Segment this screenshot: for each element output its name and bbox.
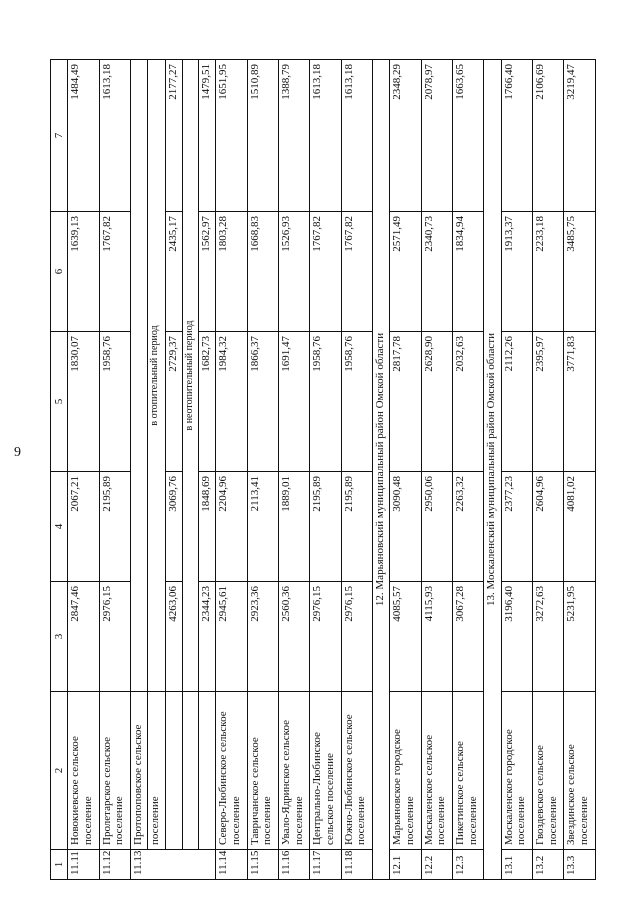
tariff-value: 1484,49 [68, 60, 99, 212]
empty-cell [199, 692, 216, 850]
section-header-row [373, 60, 390, 880]
header-cell: 7 [51, 60, 68, 212]
tariff-value: 2847,46 [68, 582, 99, 692]
row-code: 11.13 [131, 850, 216, 880]
tariff-value: 2106,69 [533, 60, 564, 212]
tariff-value: 2435,17 [165, 212, 182, 332]
settlement-name: Марьяновское городское поселение [390, 692, 421, 850]
tariff-value: 2395,97 [533, 332, 564, 472]
tariff-value: 2195,89 [99, 472, 130, 582]
settlement-name: Центрально-Любинское сельское поселение [310, 692, 341, 850]
tariff-value: 2976,15 [341, 582, 372, 692]
tariff-value: 1984,32 [216, 332, 247, 472]
tariff-value: 3067,28 [453, 582, 484, 692]
tariff-value: 2817,78 [390, 332, 421, 472]
settlement-name: Гвоздевское сельское поселение [533, 692, 564, 850]
tariff-value: 2195,89 [310, 472, 341, 582]
tariff-value: 2263,32 [453, 472, 484, 582]
table-row [216, 60, 247, 880]
section-title: 13. Москаленский муниципальный район Омской области [484, 60, 501, 880]
header-cell: 1 [51, 850, 68, 880]
settlement-name: Протопоповское сельское [131, 692, 148, 850]
table-row [533, 60, 564, 880]
tariff-value: 1803,28 [216, 212, 247, 332]
table-row [99, 60, 130, 880]
tariff-value: 3090,48 [390, 472, 421, 582]
period-label: в отопительный период [148, 60, 165, 692]
tariff-value: 3069,76 [165, 472, 182, 582]
empty-cell [165, 692, 182, 850]
table-row [165, 60, 182, 880]
rotated-table-container [50, 60, 596, 880]
header-cell: 4 [51, 472, 68, 582]
tariff-value: 1613,18 [99, 60, 130, 212]
header-cell: 3 [51, 582, 68, 692]
table-row [247, 60, 278, 880]
tariff-value: 2177,27 [165, 60, 182, 212]
settlement-name: Москаленское сельское поселение [421, 692, 452, 850]
table-row [390, 60, 421, 880]
header-cell: 6 [51, 212, 68, 332]
tariff-value: 1668,83 [247, 212, 278, 332]
tariff-value: 1834,94 [453, 212, 484, 332]
tariff-value: 1958,76 [341, 332, 372, 472]
tariff-value: 2340,73 [421, 212, 452, 332]
row-code: 12.1 [390, 850, 421, 880]
table-row [421, 60, 452, 880]
tariff-value: 1479,51 [199, 60, 216, 212]
tariff-value: 3196,40 [501, 582, 532, 692]
settlement-name: Южно-Любинское сельское поселение [341, 692, 372, 850]
tariff-value: 2344,23 [199, 582, 216, 692]
tariff-value: 4115,93 [421, 582, 452, 692]
tariff-value: 1651,95 [216, 60, 247, 212]
row-code: 11.12 [99, 850, 130, 880]
tariff-value: 2067,21 [68, 472, 99, 582]
tariff-value: 1510,89 [247, 60, 278, 212]
settlement-name: Северо-Любинское сельское поселение [216, 692, 247, 850]
tariff-value: 2950,06 [421, 472, 452, 582]
row-code: 13.2 [533, 850, 564, 880]
tariff-value: 3485,75 [564, 212, 596, 332]
table-row [310, 60, 341, 880]
tariff-value: 2628,90 [421, 332, 452, 472]
tariff-value: 1526,93 [279, 212, 310, 332]
tariff-value: 2377,23 [501, 472, 532, 582]
tariff-value: 2233,18 [533, 212, 564, 332]
tariff-value: 1613,18 [310, 60, 341, 212]
tariff-value: 4081,02 [564, 472, 596, 582]
tariff-value: 1767,82 [341, 212, 372, 332]
table-row [453, 60, 484, 880]
section-title: 12. Марьяновский муниципальный район Омской области [373, 60, 390, 880]
tariff-value: 1639,13 [68, 212, 99, 332]
tariff-value: 2195,89 [341, 472, 372, 582]
table-row [501, 60, 532, 880]
settlement-name: Тавричанское сельское поселение [247, 692, 278, 850]
settlement-name: Москаленское городское поселение [501, 692, 532, 850]
page-number: 9 [14, 445, 21, 460]
table-row [279, 60, 310, 880]
tariff-value: 3771,83 [564, 332, 596, 472]
tariff-value: 1682,73 [199, 332, 216, 472]
tariff-value: 2078,97 [421, 60, 452, 212]
tariff-value: 2571,49 [390, 212, 421, 332]
period-row [183, 60, 199, 880]
tariff-value: 3272,63 [533, 582, 564, 692]
tariff-value: 2032,63 [453, 332, 484, 472]
header-cell: 2 [51, 692, 68, 850]
tariff-value: 4263,06 [165, 582, 182, 692]
period-label: в неотопительный период [183, 60, 199, 692]
header-cell: 5 [51, 332, 68, 472]
tariff-value: 1866,37 [247, 332, 278, 472]
tariff-value: 1767,82 [310, 212, 341, 332]
row-code: 12.3 [453, 850, 484, 880]
tariff-value: 5231,95 [564, 582, 596, 692]
tariff-value: 2348,29 [390, 60, 421, 212]
section-header-row [484, 60, 501, 880]
tariff-value: 1562,97 [199, 212, 216, 332]
settlement-name: Пролетарское сельское поселение [99, 692, 130, 850]
tariff-value: 1613,18 [341, 60, 372, 212]
tariff-value: 1767,82 [99, 212, 130, 332]
row-code: 11.16 [279, 850, 310, 880]
empty-cell [131, 60, 148, 692]
settlement-name: Звездинское сельское поселение [564, 692, 596, 850]
tariff-value: 1766,40 [501, 60, 532, 212]
tariff-value: 2560,36 [279, 582, 310, 692]
row-code: 13.3 [564, 850, 596, 880]
tariff-value: 1663,65 [453, 60, 484, 212]
tariff-value: 1388,79 [279, 60, 310, 212]
tariff-value: 1830,07 [68, 332, 99, 472]
tariff-value: 2976,15 [99, 582, 130, 692]
row-code: 12.2 [421, 850, 452, 880]
settlement-name: Новокиевское сельское поселение [68, 692, 99, 850]
row-code: 11.18 [341, 850, 372, 880]
tariff-value: 2112,26 [501, 332, 532, 472]
table-row [341, 60, 372, 880]
row-code: 11.15 [247, 850, 278, 880]
row-code: 13.1 [501, 850, 532, 880]
tariff-value: 1848,69 [199, 472, 216, 582]
tariff-table-body [51, 60, 596, 880]
header-row [51, 60, 68, 880]
period-row [148, 60, 165, 880]
tariff-value: 2204,96 [216, 472, 247, 582]
row-code: 11.11 [68, 850, 99, 880]
table-row [199, 60, 216, 880]
empty-cell [183, 692, 199, 850]
tariff-value: 2604,96 [533, 472, 564, 582]
tariff-value: 1913,37 [501, 212, 532, 332]
tariff-value: 1958,76 [99, 332, 130, 472]
tariff-value: 2113,41 [247, 472, 278, 582]
split-row-label [131, 60, 148, 880]
tariff-value: 1958,76 [310, 332, 341, 472]
tariff-value: 2945,61 [216, 582, 247, 692]
table-row [564, 60, 596, 880]
tariff-value: 1691,47 [279, 332, 310, 472]
tariff-value: 2729,37 [165, 332, 182, 472]
tariff-value: 2923,36 [247, 582, 278, 692]
tariff-value: 3219,47 [564, 60, 596, 212]
tariff-value: 4085,57 [390, 582, 421, 692]
tariff-table [50, 59, 596, 880]
tariff-value: 1889,01 [279, 472, 310, 582]
tariff-value: 2976,15 [310, 582, 341, 692]
row-code: 11.14 [216, 850, 247, 880]
settlement-name: Пикетинское сельское поселение [453, 692, 484, 850]
settlement-name: поселение [148, 692, 165, 850]
table-row [68, 60, 99, 880]
row-code: 11.17 [310, 850, 341, 880]
settlement-name: Увало-Ядринское сельское поселение [279, 692, 310, 850]
